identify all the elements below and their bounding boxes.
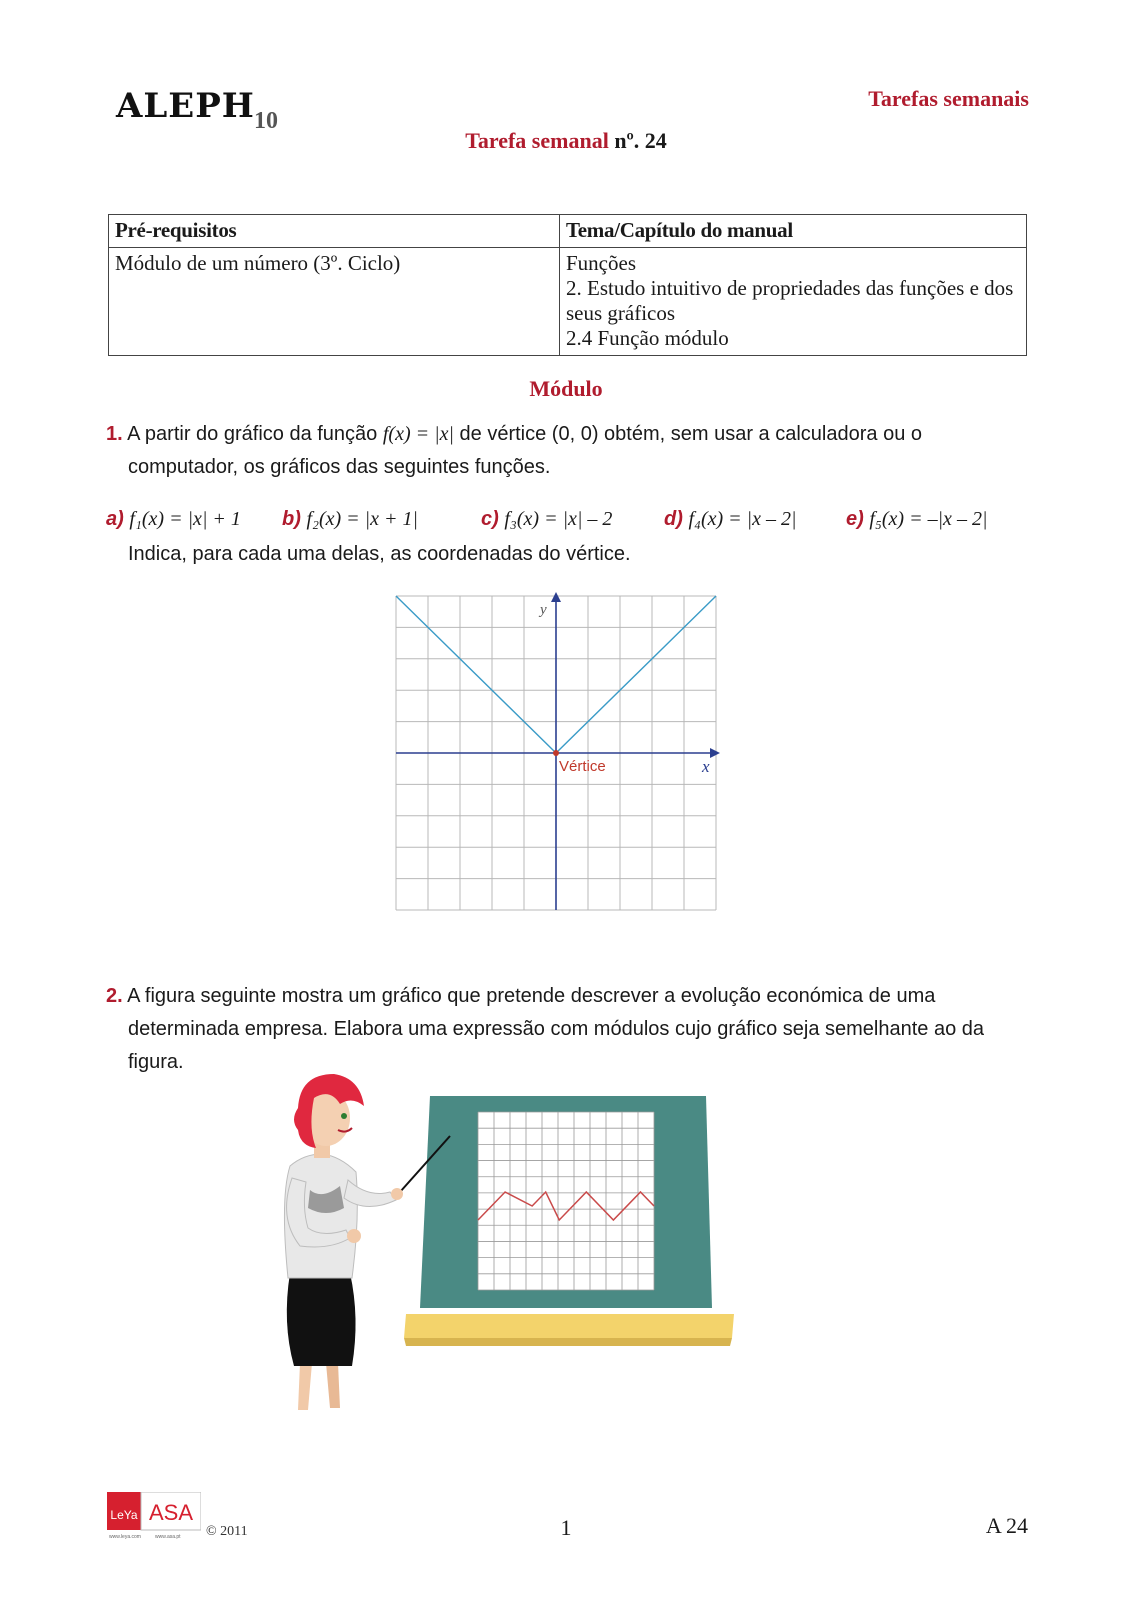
leya-url: www.leya.com [109, 1534, 141, 1540]
chapter-header: Tema/Capítulo do manual [560, 215, 1027, 248]
requirements-body: Módulo de um número (3º. Ciclo) [109, 248, 560, 356]
option-a: a) f₁(x) = |x| + 1 [106, 508, 241, 530]
asa-text: ASA [148, 1500, 194, 1525]
vertex-point [553, 750, 559, 756]
question-2 [106, 980, 1026, 1079]
asa-url: www.asa.pt [155, 1534, 181, 1540]
logo-subtitle: 10 [254, 108, 278, 134]
option-b: b) f₂(x) = |x + 1| [282, 508, 419, 530]
function-expression: f(x) = |x| [382, 423, 454, 445]
logo: ALEPH [116, 86, 255, 126]
copyright: © 2011 [206, 1524, 248, 1539]
x-axis-arrow [710, 748, 720, 758]
section-title: Módulo [529, 376, 603, 401]
task-number: nº. 24 [614, 128, 667, 153]
chapter-line: Funções [566, 251, 636, 275]
abs-graph [390, 590, 722, 916]
option-e: e) f₅(x) = –|x – 2| [846, 508, 988, 530]
requirements-header: Pré-requisitos [109, 215, 560, 248]
question-text: A partir do gráfico da função [127, 423, 383, 445]
requirements-table [108, 214, 1027, 356]
y-axis-arrow [551, 592, 561, 602]
option-d: d) f₄(x) = |x – 2| [664, 508, 797, 530]
question-text: de vértice (0, 0) obtém, sem usar a calculadora ou o computador, os gráficos das seguintes funções. [128, 423, 922, 478]
y-axis-label: y [540, 602, 547, 618]
chapter-body [560, 248, 1027, 356]
task-title [0, 128, 1132, 154]
question-number: 2. [106, 985, 123, 1007]
board-stand-shadow [404, 1338, 732, 1346]
option-c: c) f₃(x) = |x| – 2 [481, 508, 613, 530]
board-stand [404, 1314, 734, 1338]
chapter-line: 2.4 Função módulo [566, 326, 729, 350]
instruction: Indica, para cada uma delas, as coordenadas do vértice. [128, 543, 631, 565]
x-axis-label: x [702, 757, 710, 776]
question-1 [106, 418, 1026, 484]
chapter-line: 2. Estudo intuitivo de propriedades das funções e dos seus gráficos [566, 276, 1014, 325]
question-number: 1. [106, 423, 123, 445]
task-label: Tarefa semanal [465, 128, 609, 153]
board-paper [478, 1112, 654, 1290]
page-number: 1 [560, 1515, 572, 1540]
leya-text: LeYa [110, 1508, 138, 1522]
question-text: A figura seguinte mostra um gráfico que pretende descrever a evolução económica de uma determinada empresa. Elabora uma expressão com módulos cujo gráfico seja semelhante ao da figura. [127, 985, 985, 1073]
presenter-illustration [260, 1068, 750, 1418]
vertex-label: Vértice [559, 758, 606, 775]
presenter-figure [284, 1074, 403, 1410]
series-title: Tarefas semanais [868, 86, 1029, 111]
page-code: A 24 [985, 1513, 1028, 1538]
